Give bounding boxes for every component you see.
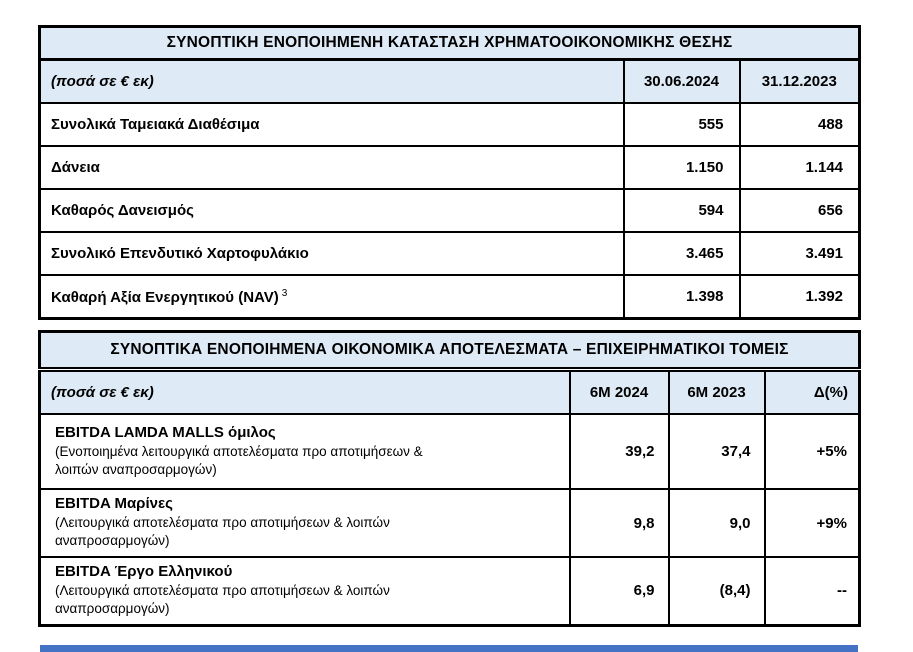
segment-delta: +5% xyxy=(765,414,860,489)
row-label: Καθαρός Δανεισμός xyxy=(40,189,624,232)
table-row xyxy=(40,232,860,275)
row-value-2024: 555 xyxy=(624,103,740,146)
table1-column-header-2024: 30.06.2024 xyxy=(624,60,740,104)
segment-title: EBITDA Μαρίνες xyxy=(55,495,173,513)
bottom-accent-bar xyxy=(40,645,858,652)
table2-column-header-6m2024: 6M 2024 xyxy=(570,370,669,415)
segment-subtitle: (Ενοποιημένα λειτουργικά αποτελέσματα προ αποτιμήσεων & λοιπών αναπροσαρμογών) xyxy=(55,443,423,477)
business-segments-results-table xyxy=(38,330,861,627)
table-row xyxy=(40,414,860,489)
table-row xyxy=(40,103,860,146)
table-row xyxy=(40,189,860,232)
segment-cell xyxy=(40,557,570,625)
row-label: Συνολικό Επενδυτικό Χαρτοφυλάκιο xyxy=(40,232,624,275)
segment-value-6m2024: 39,2 xyxy=(570,414,669,489)
table2-title: ΣΥΝΟΠΤΙΚΑ ΕΝΟΠΟΙΗΜΕΝΑ ΟΙΚΟΝΟΜΙΚΑ ΑΠΟΤΕΛΕΣΜΑΤΑ – ΕΠΙΧΕΙΡΗΜΑΤΙΚΟΙ ΤΟΜΕΙΣ xyxy=(40,332,860,370)
row-label: Συνολικά Ταμειακά Διαθέσιμα xyxy=(40,103,624,146)
segment-value-6m2023: (8,4) xyxy=(669,557,765,625)
table2-column-header-delta: Δ(%) xyxy=(765,370,860,415)
row-value-2023: 1.392 xyxy=(740,275,860,319)
segment-value-6m2023: 9,0 xyxy=(669,489,765,557)
segment-value-6m2024: 6,9 xyxy=(570,557,669,625)
table1-title: ΣΥΝΟΠΤΙΚΗ ΕΝΟΠΟΙΗΜΕΝΗ ΚΑΤΑΣΤΑΣΗ ΧΡΗΜΑΤΟΟΙΚΟΝΟΜΙΚΗΣ ΘΕΣΗΣ xyxy=(40,27,860,60)
table1-unit-label: (ποσά σε € εκ) xyxy=(40,60,624,104)
row-value-2024: 1.150 xyxy=(624,146,740,189)
segment-value-6m2024: 9,8 xyxy=(570,489,669,557)
row-value-2024: 1.398 xyxy=(624,275,740,319)
segment-value-6m2023: 37,4 xyxy=(669,414,765,489)
segment-cell xyxy=(40,489,570,557)
row-value-2024: 594 xyxy=(624,189,740,232)
segment-subtitle: (Λειτουργικά αποτελέσματα προ αποτιμήσεων & λοιπών αναπροσαρμογών) xyxy=(55,515,390,549)
row-value-2023: 1.144 xyxy=(740,146,860,189)
row-label: Καθαρή Αξία Ενεργητικού (NAV) xyxy=(51,288,279,306)
segment-delta: -- xyxy=(765,557,860,625)
table-row xyxy=(40,489,860,557)
segment-cell xyxy=(40,414,570,489)
row-label-nav xyxy=(40,275,624,319)
row-label: Δάνεια xyxy=(40,146,624,189)
table2-unit-label: (ποσά σε € εκ) xyxy=(40,370,570,415)
row-value-2024: 3.465 xyxy=(624,232,740,275)
table1-column-header-2023: 31.12.2023 xyxy=(740,60,860,104)
segment-title: EBITDA Έργο Ελληνικού xyxy=(55,563,233,581)
segment-title: EBITDA LAMDA MALLS όμιλος xyxy=(55,423,276,441)
table-row xyxy=(40,275,860,319)
footnote-superscript: 3 xyxy=(281,287,288,299)
table-row xyxy=(40,146,860,189)
segment-subtitle: (Λειτουργικά αποτελέσματα προ αποτιμήσεων & λοιπών αναπροσαρμογών) xyxy=(55,582,390,617)
row-value-2023: 3.491 xyxy=(740,232,860,275)
table-row xyxy=(40,557,860,625)
row-value-2023: 656 xyxy=(740,189,860,232)
segment-delta: +9% xyxy=(765,489,860,557)
row-value-2023: 488 xyxy=(740,103,860,146)
financial-position-table xyxy=(38,25,861,320)
table2-column-header-6m2023: 6M 2023 xyxy=(669,370,765,415)
